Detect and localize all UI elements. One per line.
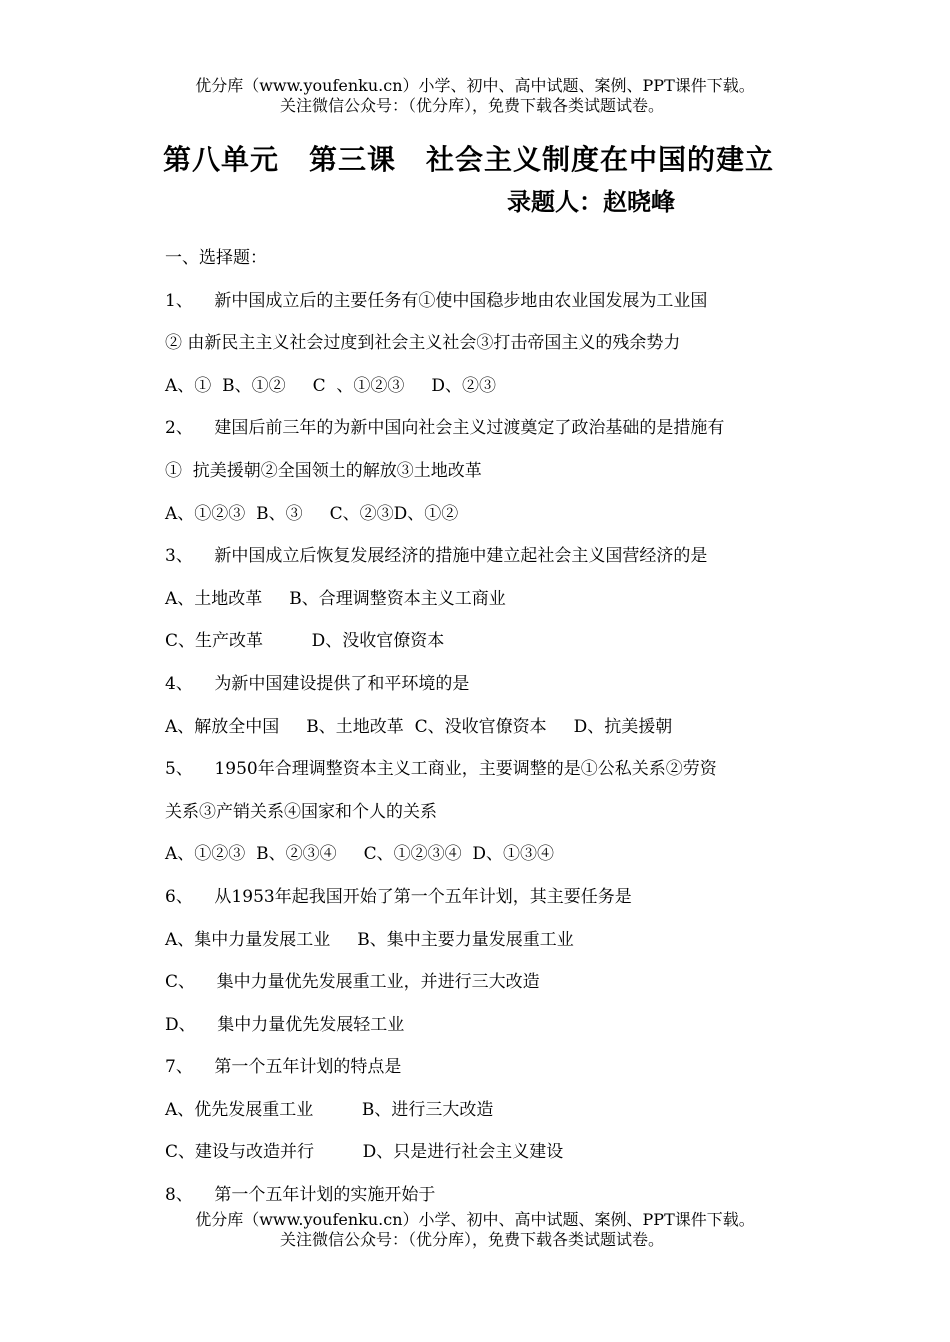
- title-lesson: 第三课: [309, 143, 397, 176]
- answer-options: A、①②③ B、②③④ C、①②③④ D、①③④: [165, 844, 555, 865]
- question-line: 关系③产销关系④国家和个人的关系: [165, 801, 437, 822]
- answer-options: D、 集中力量优先发展轻工业: [165, 1014, 405, 1035]
- header-promo-line: 优分库（www.youfenku.cn）小学、初中、高中试题、案例、PPT课件下载。: [195, 76, 755, 95]
- answer-options: C、 集中力量优先发展重工业，并进行三大改造: [165, 972, 540, 993]
- footer-wechat-line: 关注微信公众号：（优分库），免费下载各类试题试卷。: [279, 1230, 664, 1249]
- answer-options: A、优先发展重工业 B、进行三大改造: [165, 1099, 494, 1120]
- answer-options: A、解放全中国 B、土地改革 C、没收官僚资本 D、抗美援朝: [165, 716, 673, 737]
- document-title: [163, 142, 774, 178]
- answer-options: A、① B、①② C 、①②③ D、②③: [165, 375, 497, 396]
- answer-options: C、建设与改造并行 D、只是进行社会主义建设: [165, 1142, 564, 1163]
- footer-promo-line: 优分库（www.youfenku.cn）小学、初中、高中试题、案例、PPT课件下载。: [195, 1210, 755, 1229]
- title-unit: 第八单元: [163, 143, 280, 176]
- question-line: 2、 建国后前三年的为新中国向社会主义过渡奠定了政治基础的是措施有: [165, 418, 725, 439]
- question-line: 5、 1950年合理调整资本主义工商业，主要调整的是①公私关系②劳资: [165, 759, 717, 780]
- question-body: [165, 241, 805, 1221]
- answer-options: A、土地改革 B、合理调整资本主义工商业: [165, 588, 506, 609]
- question-line: 8、 第一个五年计划的实施开始于: [165, 1185, 436, 1206]
- question-line: 6、 从1953年起我国开始了第一个五年计划，其主要任务是: [165, 886, 632, 907]
- answer-options: A、①②③ B、③ C、②③D、①②: [165, 503, 459, 524]
- answer-options: A、集中力量发展工业 B、集中主要力量发展重工业: [165, 929, 574, 950]
- question-line: 4、 为新中国建设提供了和平环境的是: [165, 673, 470, 694]
- answer-options: C、生产改革 D、没收官僚资本: [165, 631, 445, 652]
- question-line: ② 由新民主主义社会过度到社会主义社会③打击帝国主义的残余势力: [165, 333, 681, 354]
- header-wechat-line: 关注微信公众号：（优分库），免费下载各类试题试卷。: [279, 96, 664, 115]
- question-line: 1、 新中国成立后的主要任务有①使中国稳步地由农业国发展为工业国: [165, 290, 708, 311]
- page-header: [0, 76, 950, 116]
- question-line: 3、 新中国成立后恢复发展经济的措施中建立起社会主义国营经济的是: [165, 546, 708, 567]
- section-heading: 一、选择题：: [165, 248, 267, 268]
- question-line: ① 抗美援朝②全国领土的解放③土地改革: [165, 460, 482, 481]
- recorder-credit: 录题人：赵晓峰: [507, 187, 675, 216]
- question-line: 7、 第一个五年计划的特点是: [165, 1057, 402, 1078]
- title-topic: 社会主义制度在中国的建立: [426, 143, 775, 176]
- page-footer: [0, 1210, 950, 1250]
